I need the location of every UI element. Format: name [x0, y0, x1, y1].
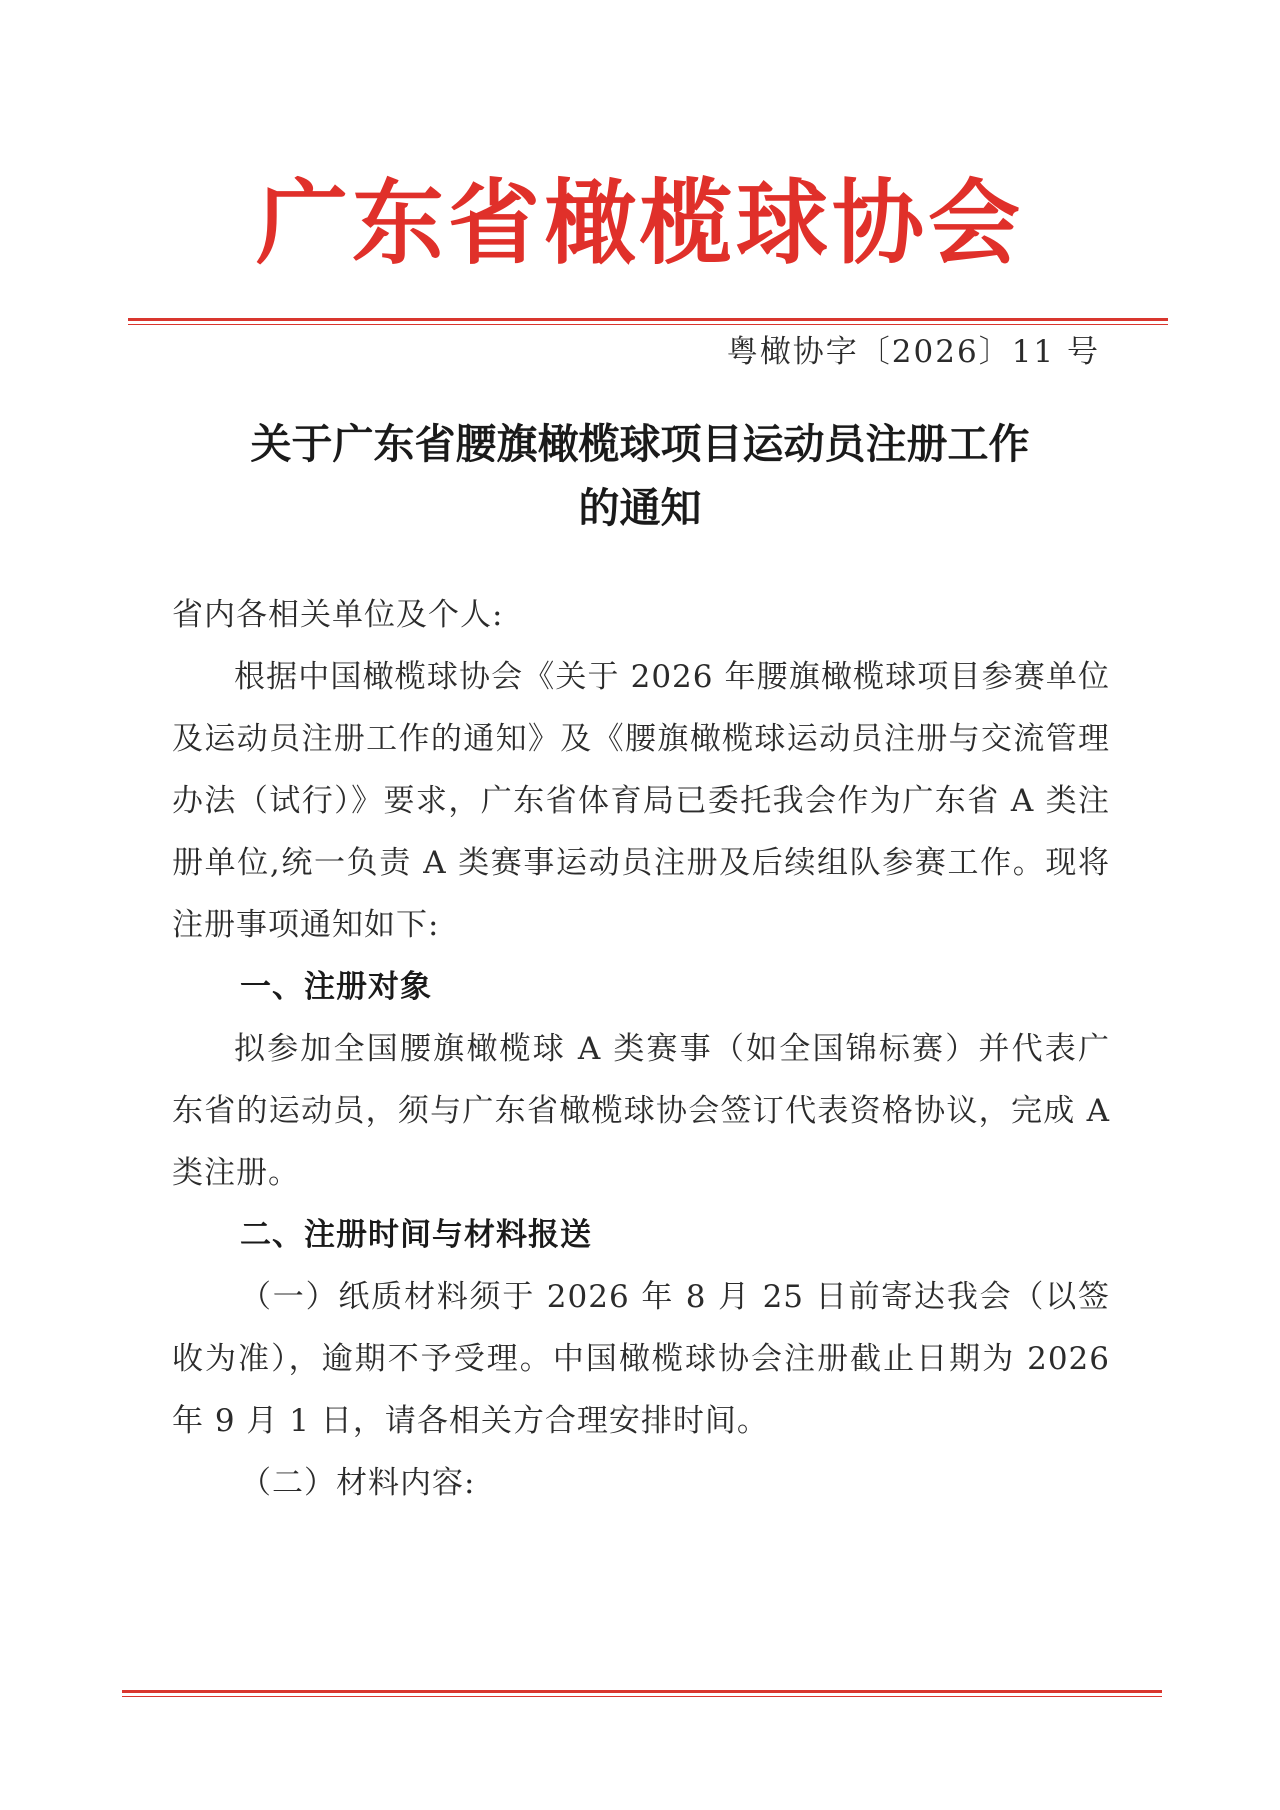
section-heading-registration-time-materials: 二、注册时间与材料报送 [240, 1217, 592, 1253]
document-title [120, 412, 1160, 540]
letterhead-divider-thick [128, 318, 1168, 321]
document-body [172, 584, 1110, 1514]
section-paragraph: （二）材料内容: [240, 1465, 476, 1501]
footer-divider-thick [122, 1690, 1162, 1693]
section-paragraph: （一）纸质材料须于 2026 年 8 月 25 日前寄达我会（以签收为准），逾期不予受理。中国橄榄球协会注册截止日期为 2026 年 9 月 1 日，请各相关方合理安排时间。 [172, 1279, 1110, 1439]
document-title-line-2: 的通知 [578, 484, 702, 532]
letterhead-divider-thin [128, 324, 1168, 325]
document-title-line-1: 关于广东省腰旗橄榄球项目运动员注册工作 [250, 420, 1030, 468]
salutation: 省内各相关单位及个人: [172, 597, 504, 633]
section-paragraph: 拟参加全国腰旗橄榄球 A 类赛事（如全国锦标赛）并代表广东省的运动员，须与广东省橄榄球协会签订代表资格协议，完成 A 类注册。 [172, 1031, 1110, 1191]
intro-paragraph: 根据中国橄榄球协会《关于 2026 年腰旗橄榄球项目参赛单位及运动员注册工作的通知》及《腰旗橄榄球运动员注册与交流管理办法（试行）》要求，广东省体育局已委托我会作为广东省 A 类注册单位,统一负责 A 类赛事运动员注册及后续组队参赛工作。现将注册事项通知如下: [172, 659, 1110, 943]
letterhead-title: 广东省橄榄球协会 [255, 169, 1024, 277]
document-number: 粤橄协字〔2026〕11 号 [726, 334, 1100, 370]
footer-divider-thin [122, 1696, 1162, 1697]
section-heading-registration-targets: 一、注册对象 [240, 969, 432, 1005]
